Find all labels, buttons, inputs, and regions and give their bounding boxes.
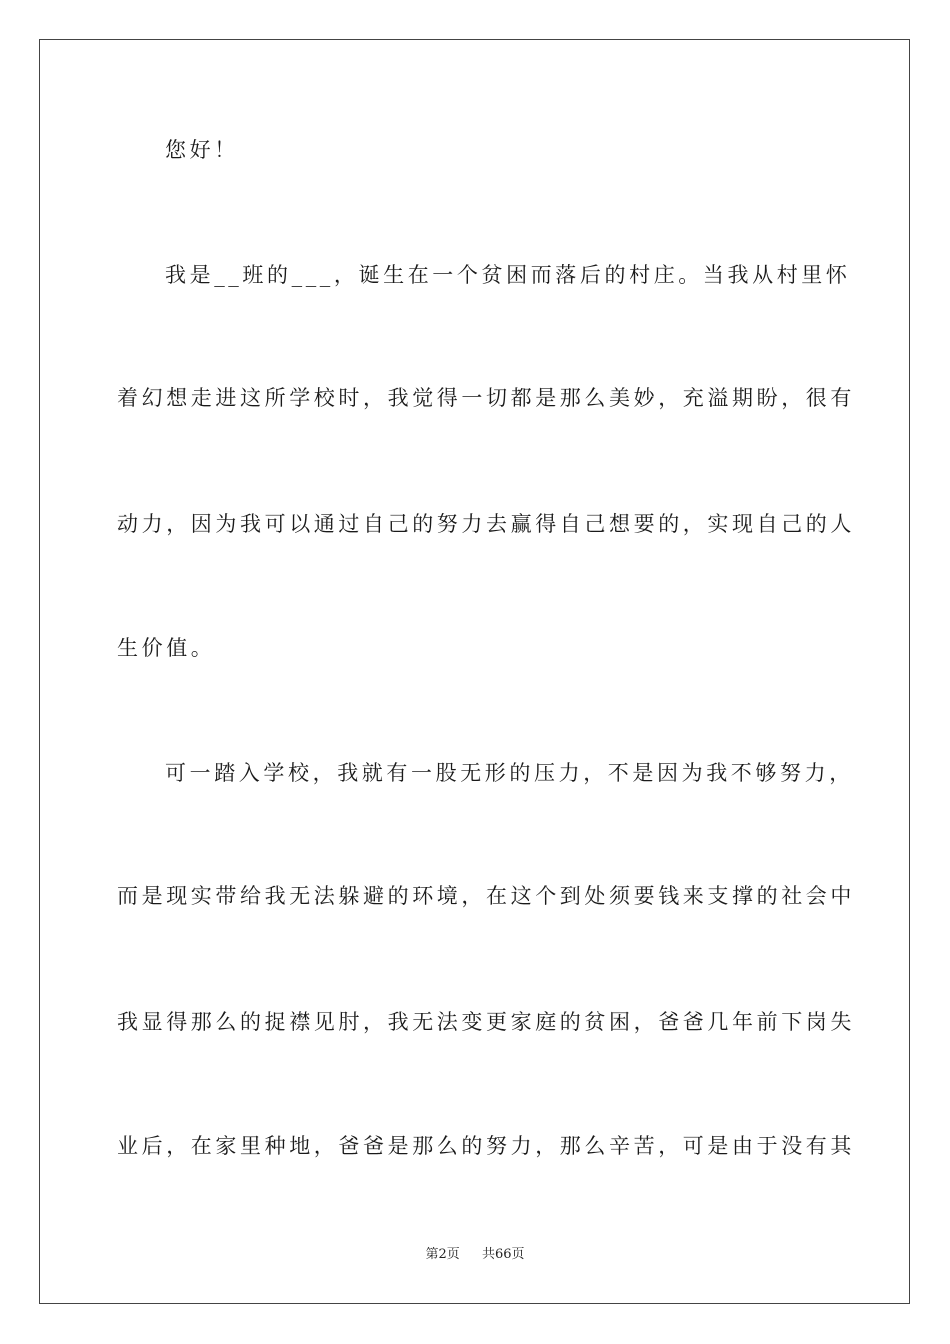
page-footer bbox=[0, 1246, 950, 1264]
paragraph-line: 着幻想走进这所学校时，我觉得一切都是那么美妙，充溢期盼，很有 bbox=[117, 386, 855, 410]
page-number: 第2页 bbox=[425, 1247, 460, 1262]
greeting-line: 您好！ bbox=[165, 138, 239, 162]
paragraph-line: 我是__班的___，诞生在一个贫困而落后的村庄。当我从村里怀 bbox=[165, 263, 851, 287]
page-total: 共66页 bbox=[482, 1247, 525, 1262]
paragraph-line: 我显得那么的捉襟见肘，我无法变更家庭的贫困，爸爸几年前下岗失 bbox=[117, 1010, 855, 1034]
page-border bbox=[39, 39, 910, 1304]
paragraph-line: 而是现实带给我无法躲避的环境，在这个到处须要钱来支撑的社会中 bbox=[117, 884, 855, 908]
paragraph-line: 业后，在家里种地，爸爸是那么的努力，那么辛苦，可是由于没有其 bbox=[117, 1134, 855, 1158]
paragraph-line: 可一踏入学校，我就有一股无形的压力，不是因为我不够努力， bbox=[165, 761, 854, 785]
paragraph-line: 动力，因为我可以通过自己的努力去赢得自己想要的，实现自己的人 bbox=[117, 512, 855, 536]
paragraph-line: 生价值。 bbox=[117, 636, 216, 660]
